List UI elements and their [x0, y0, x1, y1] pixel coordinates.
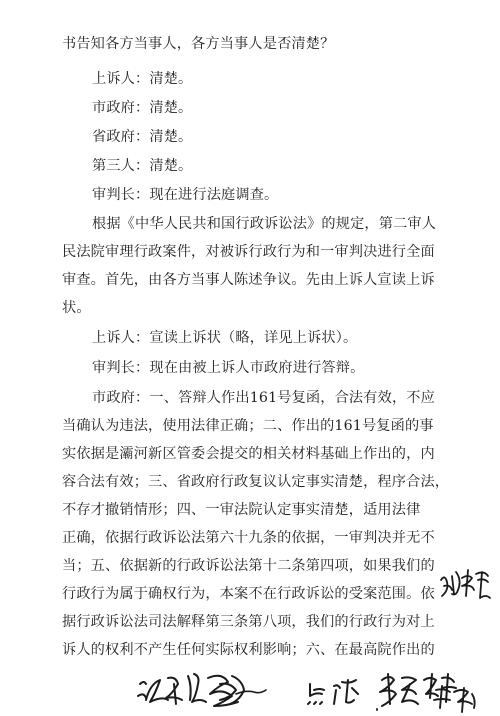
text-line: 市政府：清楚。: [92, 100, 193, 116]
text-line: 书告知各方当事人，各方当事人是否清楚？: [62, 36, 335, 52]
text-line: 第三人：清楚。: [92, 158, 193, 174]
text-line: 根据《中华人民共和国行政诉讼法》的规定，第二审人: [92, 216, 437, 232]
text-line: 省政府：清楚。: [92, 129, 193, 145]
text-line: 不存才撤销情形；四、一审法院认定事实清楚，适用法律: [62, 502, 421, 518]
text-line: 实依据是灞河新区管委会提交的相关材料基础上作出的，内: [62, 446, 435, 462]
text-line: 民法院审理行政案件，对被诉行政行为和一审判决进行全面: [62, 244, 435, 260]
text-line: 容合法有效；三、省政府行政复议认定事实清楚，程序合法，: [62, 474, 450, 490]
text-line: 审查。首先，由各方当事人陈述争议。先由上诉人宣读上诉: [62, 272, 435, 288]
text-line: 诉人的权利不产生任何实际权利影响；六、在最高院作出的: [62, 642, 435, 658]
text-line: 据行政诉讼法司法解释第三条第八项，我们的行政行为对上: [62, 614, 435, 630]
handwritten-signature-center: [304, 676, 364, 710]
handwritten-signature-right: [438, 566, 494, 602]
text-line: 审判长：现在由被上诉人市政府进行答辩。: [92, 360, 365, 376]
text-line: 当确认为违法，使用法律正确；二、作出的161号复函的事: [62, 418, 434, 434]
ink-speck: [376, 708, 378, 711]
text-line: 上诉人：清楚。: [92, 71, 193, 87]
text-line: 上诉人：宣读上诉状（略，详见上诉状）。: [92, 330, 358, 346]
handwritten-signature-corner: [430, 684, 486, 714]
text-line: 行政行为属于确权行为，本案不在行政诉讼的受案范围。依: [62, 586, 435, 602]
text-line: 正确，依据行政诉讼法第六十九条的依据，一审判决并无不: [62, 530, 435, 546]
text-line: 状。: [62, 300, 91, 316]
handwritten-signature-left: [136, 670, 276, 714]
text-line: 市政府：一、答辩人作出161号复函，合法有效，不应: [92, 390, 435, 406]
text-line: 当；五、依据新的行政诉讼法第十二条第四项，如果我们的: [62, 558, 435, 574]
text-line: 审判长：现在进行法庭调查。: [92, 187, 279, 203]
